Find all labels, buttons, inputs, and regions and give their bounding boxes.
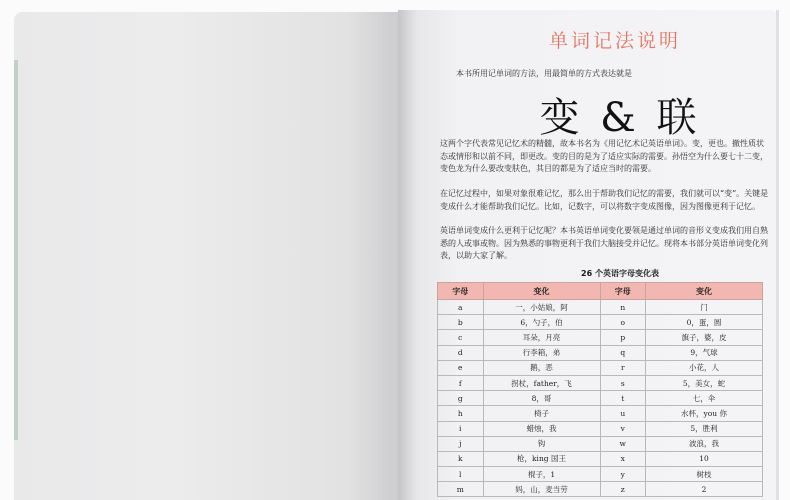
header-change: 变化 bbox=[483, 283, 600, 300]
change-cell: 蜡烛，我 bbox=[483, 421, 600, 436]
change-cell: 9，气球 bbox=[646, 345, 763, 360]
letter-cell: q bbox=[600, 345, 646, 360]
letter-cell: w bbox=[600, 436, 646, 451]
header-letter: 字母 bbox=[438, 283, 484, 300]
table-row bbox=[438, 406, 763, 421]
letter-cell: z bbox=[600, 482, 646, 497]
change-cell: 5，胜利 bbox=[646, 421, 763, 436]
change-cell: 波浪，我 bbox=[646, 436, 763, 451]
table-row bbox=[438, 421, 763, 436]
change-cell: 6，勺子，伯 bbox=[483, 315, 600, 330]
change-cell: 2 bbox=[646, 482, 763, 497]
change-cell: 一，小姑娘，阿 bbox=[483, 300, 600, 315]
table-row bbox=[438, 436, 763, 451]
change-cell: 钩 bbox=[483, 436, 600, 451]
table-row bbox=[438, 391, 763, 406]
change-cell: 小花，人 bbox=[646, 360, 763, 375]
table-header-row bbox=[438, 283, 763, 300]
right-page-edge bbox=[776, 10, 779, 500]
paragraph-1: 这两个字代表常见记忆术的精髓，故本书名为《用记忆术记英语单词》。变，更也。撤性质状态或情形和以前不同，即更改。变的目的是为了适应实际的需要。孙悟空为什么要七十二变，变色龙为什么要改变肤色，其目的都是为了适应当时的需要。 bbox=[440, 139, 768, 173]
letter-cell: k bbox=[438, 451, 484, 466]
change-cell: 5，美女，蛇 bbox=[646, 375, 763, 390]
table-row bbox=[438, 482, 763, 497]
table-body bbox=[438, 300, 763, 497]
change-cell: 树枝 bbox=[646, 467, 763, 482]
change-cell: 耳朵，月亮 bbox=[483, 330, 600, 345]
table-row bbox=[438, 451, 763, 466]
table-row bbox=[438, 360, 763, 375]
intro-line: 本书所用记单词的方法，用最简单的方式表达就是 bbox=[456, 69, 632, 78]
change-cell: 鹅，恶 bbox=[483, 360, 600, 375]
change-cell: 行李箱，弟 bbox=[483, 345, 600, 360]
table-row bbox=[438, 330, 763, 345]
letter-cell: p bbox=[600, 330, 646, 345]
letter-cell: d bbox=[438, 345, 484, 360]
letter-cell: a bbox=[438, 300, 484, 315]
change-cell: 七，伞 bbox=[646, 391, 763, 406]
paragraph-3: 英语单词变成什么更利于记忆呢？本书英语单词变化要领是通过单词的音形义变成我们用自熟悉的人或事或物。因为熟悉的事物更利于我们大脑接受并记忆。现将本书部分英语单词变化列表，以助大家了解。 bbox=[440, 226, 768, 260]
header-change: 变化 bbox=[646, 283, 763, 300]
letter-cell: e bbox=[438, 360, 484, 375]
letter-cell: o bbox=[600, 315, 646, 330]
change-cell: 8，哥 bbox=[483, 391, 600, 406]
change-cell: 椅子 bbox=[483, 406, 600, 421]
letter-cell: b bbox=[438, 315, 484, 330]
change-cell: 妈，山，麦当劳 bbox=[483, 482, 600, 497]
change-cell: 10 bbox=[646, 451, 763, 466]
change-cell: 0，蛋，圆 bbox=[646, 315, 763, 330]
letter-cell: c bbox=[438, 330, 484, 345]
paragraph-2: 在记忆过程中，如果对象很难记忆，那么出于帮助我们记忆的需要，我们就可以“变”。关键是变成什么才能帮助我们记忆。比如，记数字，可以将数字变成图像，因为图像更利于记忆。 bbox=[440, 189, 769, 211]
letter-change-table bbox=[437, 282, 763, 497]
change-cell: 水杯，you 你 bbox=[646, 406, 763, 421]
left-page-edge bbox=[14, 60, 18, 440]
letter-cell: u bbox=[600, 406, 646, 421]
letter-cell: r bbox=[600, 360, 646, 375]
letter-cell: v bbox=[600, 421, 646, 436]
page-title: 单词记法说明 bbox=[548, 30, 681, 52]
change-cell: 棍子，1 bbox=[483, 467, 600, 482]
table-row bbox=[438, 315, 763, 330]
header-letter: 字母 bbox=[600, 283, 646, 300]
table-title: 26 个英语字母变化表 bbox=[581, 269, 659, 278]
letter-cell: g bbox=[438, 391, 484, 406]
letter-cell: y bbox=[600, 467, 646, 482]
letter-cell: t bbox=[600, 391, 646, 406]
table-row bbox=[438, 467, 763, 482]
table-row bbox=[438, 300, 763, 315]
letter-cell: h bbox=[438, 406, 484, 421]
letter-cell: l bbox=[438, 467, 484, 482]
change-cell: 旗子，婆，皮 bbox=[646, 330, 763, 345]
letter-cell: j bbox=[438, 436, 484, 451]
table-row bbox=[438, 345, 763, 360]
letter-cell: f bbox=[438, 375, 484, 390]
letter-cell: i bbox=[438, 421, 484, 436]
table-row bbox=[438, 375, 763, 390]
letter-cell: x bbox=[600, 451, 646, 466]
left-page-blank bbox=[14, 12, 406, 500]
letter-cell: m bbox=[438, 482, 484, 497]
change-cell: 枪，king 国王 bbox=[483, 451, 600, 466]
change-cell: 拐杖，father，飞 bbox=[483, 375, 600, 390]
headline: 变 & 联 bbox=[539, 95, 701, 141]
letter-cell: s bbox=[600, 375, 646, 390]
letter-cell: n bbox=[600, 300, 646, 315]
change-cell: 门 bbox=[646, 300, 763, 315]
